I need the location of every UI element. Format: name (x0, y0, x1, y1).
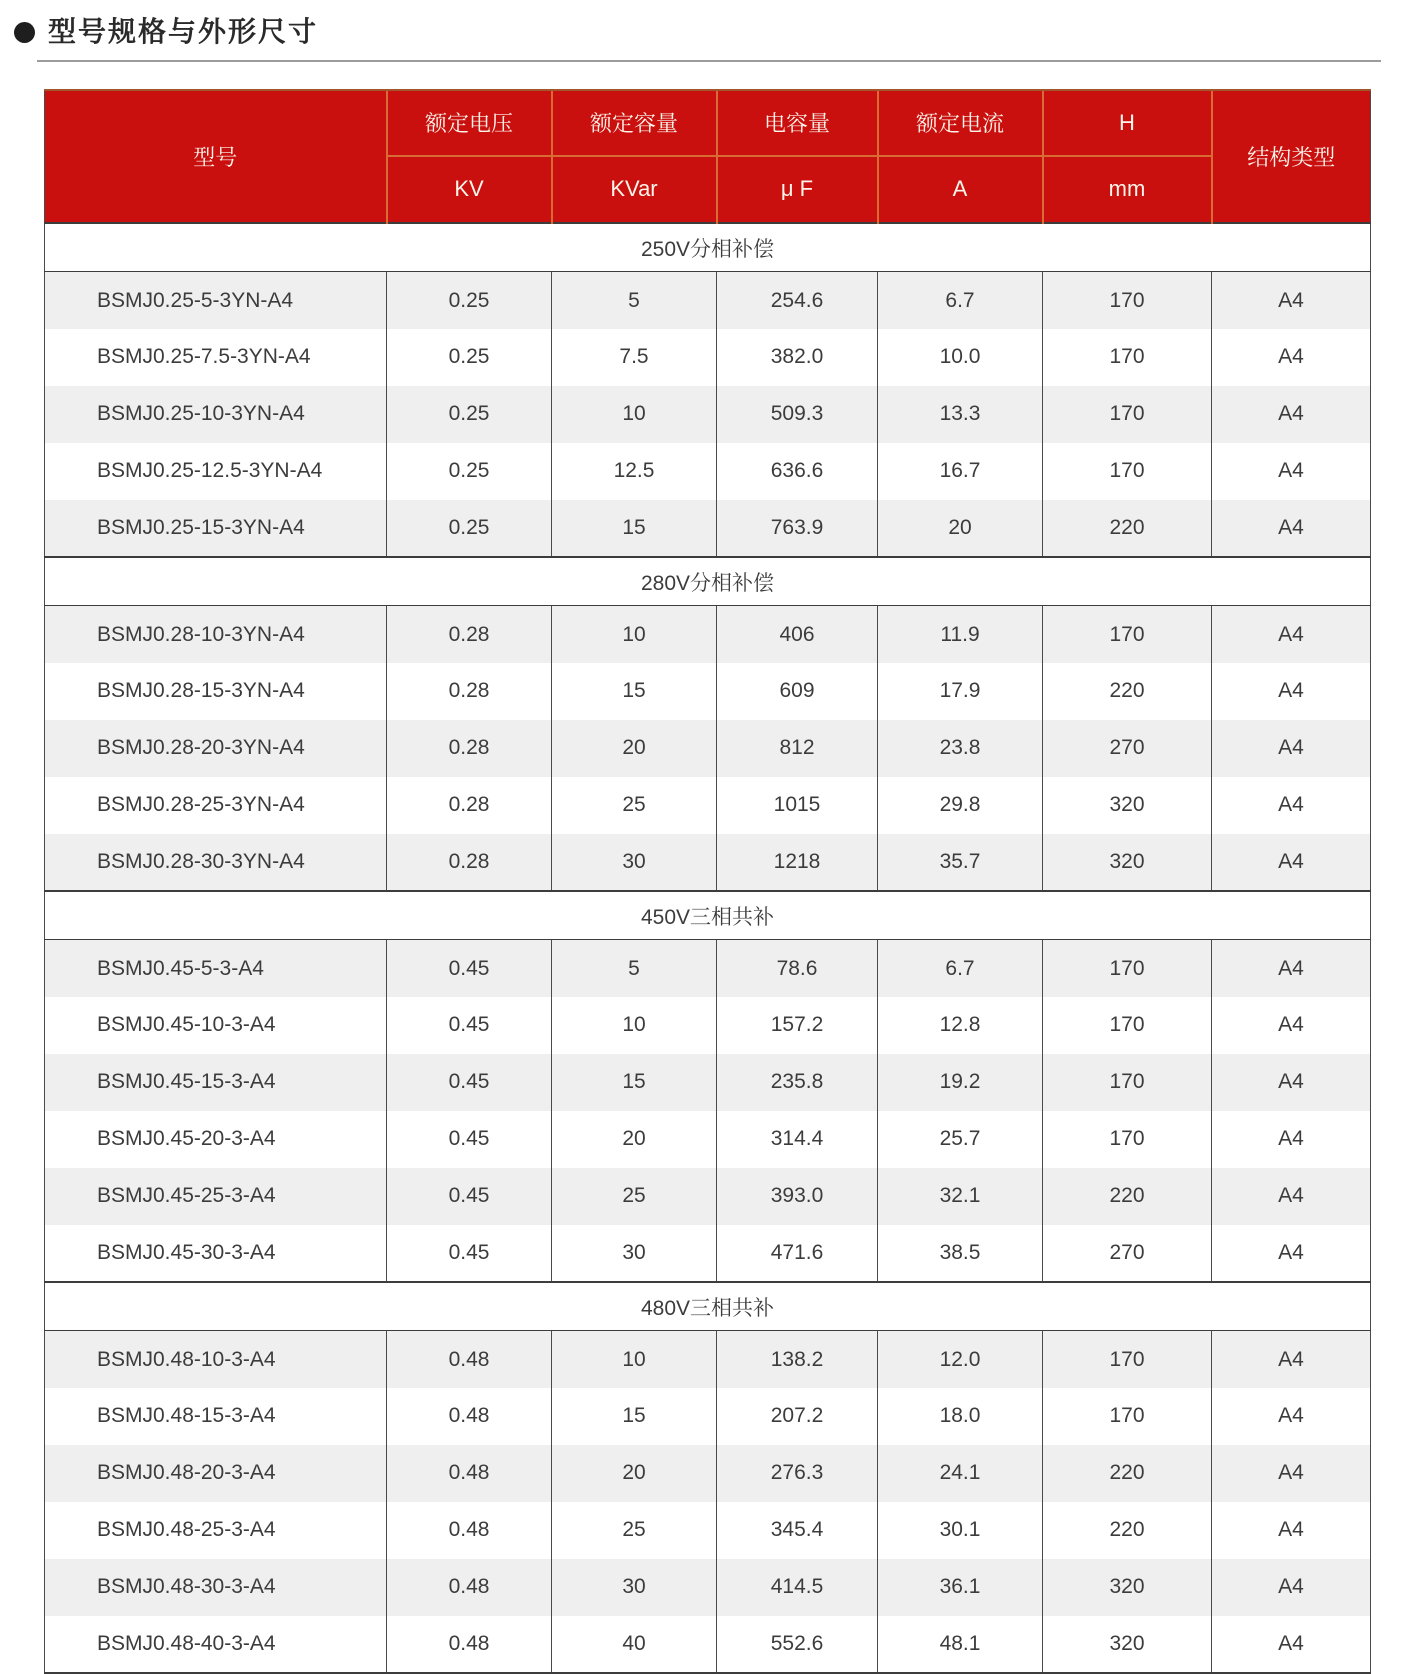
value-cell: 23.8 (878, 720, 1043, 777)
value-cell: 138.2 (717, 1331, 878, 1388)
table-row (45, 1616, 1371, 1673)
value-cell: 270 (1043, 720, 1212, 777)
value-cell: A4 (1212, 443, 1371, 500)
value-cell: 170 (1043, 997, 1212, 1054)
col-unit-a: A (878, 156, 1043, 223)
model-cell: BSMJ0.48-25-3-A4 (45, 1502, 387, 1559)
table-row (45, 386, 1371, 443)
value-cell: A4 (1212, 940, 1371, 997)
value-cell: 6.7 (878, 272, 1043, 329)
value-cell: 0.45 (387, 997, 552, 1054)
value-cell: 0.25 (387, 329, 552, 386)
value-cell: 30 (552, 1559, 717, 1616)
table-row (45, 834, 1371, 891)
col-unit-kv: KV (387, 156, 552, 223)
value-cell: 220 (1043, 663, 1212, 720)
value-cell: 345.4 (717, 1502, 878, 1559)
value-cell: 20 (552, 1445, 717, 1502)
value-cell: 10 (552, 1331, 717, 1388)
table-header (45, 90, 1371, 223)
value-cell: 1218 (717, 834, 878, 891)
value-cell: A4 (1212, 1616, 1371, 1673)
value-cell: 170 (1043, 1388, 1212, 1445)
value-cell: 15 (552, 1388, 717, 1445)
section-title: 250V分相补偿 (45, 223, 1371, 272)
value-cell: 35.7 (878, 834, 1043, 891)
value-cell: 38.5 (878, 1225, 1043, 1282)
table-row (45, 1388, 1371, 1445)
section-title: 280V分相补偿 (45, 557, 1371, 606)
model-cell: BSMJ0.28-20-3YN-A4 (45, 720, 387, 777)
value-cell: 78.6 (717, 940, 878, 997)
model-cell: BSMJ0.45-5-3-A4 (45, 940, 387, 997)
model-cell: BSMJ0.25-15-3YN-A4 (45, 500, 387, 557)
value-cell: 25.7 (878, 1111, 1043, 1168)
value-cell: A4 (1212, 386, 1371, 443)
model-cell: BSMJ0.48-40-3-A4 (45, 1616, 387, 1673)
value-cell: A4 (1212, 500, 1371, 557)
value-cell: 20 (552, 1111, 717, 1168)
value-cell: 170 (1043, 940, 1212, 997)
model-cell: BSMJ0.45-10-3-A4 (45, 997, 387, 1054)
value-cell: 10 (552, 386, 717, 443)
page-title-text: 型号规格与外形尺寸 (48, 16, 319, 47)
model-cell: BSMJ0.45-20-3-A4 (45, 1111, 387, 1168)
section-title: 450V三相共补 (45, 891, 1371, 940)
value-cell: 170 (1043, 443, 1212, 500)
value-cell: 220 (1043, 1168, 1212, 1225)
value-cell: 17.9 (878, 663, 1043, 720)
value-cell: A4 (1212, 997, 1371, 1054)
value-cell: 19.2 (878, 1054, 1043, 1111)
value-cell: 0.48 (387, 1502, 552, 1559)
value-cell: 382.0 (717, 329, 878, 386)
value-cell: A4 (1212, 1054, 1371, 1111)
value-cell: 393.0 (717, 1168, 878, 1225)
col-header-height: H (1043, 90, 1212, 156)
value-cell: 170 (1043, 606, 1212, 663)
value-cell: A4 (1212, 1168, 1371, 1225)
value-cell: 5 (552, 272, 717, 329)
col-header-model: 型号 (45, 90, 387, 223)
model-cell: BSMJ0.45-25-3-A4 (45, 1168, 387, 1225)
value-cell: 30 (552, 1225, 717, 1282)
value-cell: 320 (1043, 834, 1212, 891)
table-row (45, 777, 1371, 834)
value-cell: 0.28 (387, 663, 552, 720)
col-header-rated-capacity: 额定容量 (552, 90, 717, 156)
value-cell: 0.45 (387, 1111, 552, 1168)
value-cell: 0.48 (387, 1616, 552, 1673)
value-cell: A4 (1212, 1502, 1371, 1559)
value-cell: 552.6 (717, 1616, 878, 1673)
header-row-labels (45, 90, 1371, 156)
value-cell: 10.0 (878, 329, 1043, 386)
value-cell: 170 (1043, 329, 1212, 386)
value-cell: 0.28 (387, 720, 552, 777)
value-cell: 0.48 (387, 1445, 552, 1502)
value-cell: 0.45 (387, 940, 552, 997)
model-cell: BSMJ0.25-12.5-3YN-A4 (45, 443, 387, 500)
table-row (45, 940, 1371, 997)
value-cell: A4 (1212, 777, 1371, 834)
value-cell: 12.0 (878, 1331, 1043, 1388)
value-cell: 40 (552, 1616, 717, 1673)
value-cell: A4 (1212, 606, 1371, 663)
value-cell: 30.1 (878, 1502, 1043, 1559)
value-cell: 220 (1043, 1445, 1212, 1502)
table-body (45, 223, 1371, 1673)
value-cell: 30 (552, 834, 717, 891)
value-cell: 11.9 (878, 606, 1043, 663)
value-cell: 0.28 (387, 777, 552, 834)
value-cell: 270 (1043, 1225, 1212, 1282)
value-cell: A4 (1212, 1445, 1371, 1502)
value-cell: 15 (552, 500, 717, 557)
value-cell: 29.8 (878, 777, 1043, 834)
value-cell: 636.6 (717, 443, 878, 500)
value-cell: A4 (1212, 663, 1371, 720)
model-cell: BSMJ0.28-30-3YN-A4 (45, 834, 387, 891)
value-cell: A4 (1212, 720, 1371, 777)
value-cell: 406 (717, 606, 878, 663)
value-cell: 7.5 (552, 329, 717, 386)
col-unit-uf: μ F (717, 156, 878, 223)
value-cell: 320 (1043, 1616, 1212, 1673)
section-header-row (45, 223, 1371, 272)
model-cell: BSMJ0.28-15-3YN-A4 (45, 663, 387, 720)
table-row (45, 1054, 1371, 1111)
value-cell: 15 (552, 663, 717, 720)
value-cell: 170 (1043, 272, 1212, 329)
table-row (45, 329, 1371, 386)
value-cell: 36.1 (878, 1559, 1043, 1616)
section-header-row (45, 557, 1371, 606)
value-cell: 276.3 (717, 1445, 878, 1502)
table-row (45, 1559, 1371, 1616)
value-cell: 1015 (717, 777, 878, 834)
value-cell: 471.6 (717, 1225, 878, 1282)
page-title (0, 0, 1405, 48)
table-row (45, 1225, 1371, 1282)
model-cell: BSMJ0.25-5-3YN-A4 (45, 272, 387, 329)
col-header-rated-voltage: 额定电压 (387, 90, 552, 156)
value-cell: 24.1 (878, 1445, 1043, 1502)
value-cell: 0.25 (387, 500, 552, 557)
value-cell: 320 (1043, 1559, 1212, 1616)
value-cell: 220 (1043, 500, 1212, 557)
section-header-row (45, 1282, 1371, 1331)
value-cell: 15 (552, 1054, 717, 1111)
value-cell: 0.48 (387, 1331, 552, 1388)
value-cell: A4 (1212, 834, 1371, 891)
section-header-row (45, 891, 1371, 940)
value-cell: 48.1 (878, 1616, 1043, 1673)
value-cell: 32.1 (878, 1168, 1043, 1225)
model-cell: BSMJ0.48-20-3-A4 (45, 1445, 387, 1502)
model-cell: BSMJ0.48-10-3-A4 (45, 1331, 387, 1388)
table-row (45, 720, 1371, 777)
col-header-rated-current: 额定电流 (878, 90, 1043, 156)
value-cell: 314.4 (717, 1111, 878, 1168)
section-title: 480V三相共补 (45, 1282, 1371, 1331)
value-cell: 20 (552, 720, 717, 777)
value-cell: 220 (1043, 1502, 1212, 1559)
table-row (45, 1168, 1371, 1225)
value-cell: 12.5 (552, 443, 717, 500)
value-cell: 25 (552, 1502, 717, 1559)
value-cell: 170 (1043, 1111, 1212, 1168)
model-cell: BSMJ0.48-15-3-A4 (45, 1388, 387, 1445)
value-cell: 0.25 (387, 386, 552, 443)
table-row (45, 997, 1371, 1054)
value-cell: 16.7 (878, 443, 1043, 500)
value-cell: 0.28 (387, 834, 552, 891)
value-cell: 25 (552, 777, 717, 834)
table-row (45, 1331, 1371, 1388)
value-cell: 18.0 (878, 1388, 1043, 1445)
value-cell: 0.48 (387, 1388, 552, 1445)
model-cell: BSMJ0.45-15-3-A4 (45, 1054, 387, 1111)
table-row (45, 606, 1371, 663)
value-cell: 12.8 (878, 997, 1043, 1054)
model-cell: BSMJ0.48-30-3-A4 (45, 1559, 387, 1616)
value-cell: 0.45 (387, 1225, 552, 1282)
value-cell: 6.7 (878, 940, 1043, 997)
value-cell: 509.3 (717, 386, 878, 443)
col-unit-mm: mm (1043, 156, 1212, 223)
value-cell: 170 (1043, 1331, 1212, 1388)
table-row (45, 272, 1371, 329)
table-row (45, 663, 1371, 720)
table-row (45, 500, 1371, 557)
value-cell: 207.2 (717, 1388, 878, 1445)
model-cell: BSMJ0.25-7.5-3YN-A4 (45, 329, 387, 386)
value-cell: 320 (1043, 777, 1212, 834)
col-header-structure-type: 结构类型 (1212, 90, 1371, 223)
value-cell: 254.6 (717, 272, 878, 329)
model-cell: BSMJ0.25-10-3YN-A4 (45, 386, 387, 443)
model-cell: BSMJ0.28-25-3YN-A4 (45, 777, 387, 834)
model-cell: BSMJ0.45-30-3-A4 (45, 1225, 387, 1282)
value-cell: 10 (552, 997, 717, 1054)
value-cell: A4 (1212, 1225, 1371, 1282)
value-cell: A4 (1212, 329, 1371, 386)
table-row (45, 1111, 1371, 1168)
bullet-icon (14, 22, 35, 43)
col-header-capacitance: 电容量 (717, 90, 878, 156)
value-cell: 0.45 (387, 1054, 552, 1111)
table-row (45, 1502, 1371, 1559)
value-cell: 0.25 (387, 272, 552, 329)
spec-table (44, 89, 1371, 1674)
value-cell: 157.2 (717, 997, 878, 1054)
title-underline (37, 60, 1381, 62)
value-cell: 763.9 (717, 500, 878, 557)
value-cell: 0.25 (387, 443, 552, 500)
value-cell: 20 (878, 500, 1043, 557)
model-cell: BSMJ0.28-10-3YN-A4 (45, 606, 387, 663)
value-cell: 25 (552, 1168, 717, 1225)
value-cell: A4 (1212, 1559, 1371, 1616)
value-cell: 812 (717, 720, 878, 777)
table-row (45, 1445, 1371, 1502)
value-cell: 5 (552, 940, 717, 997)
value-cell: 0.28 (387, 606, 552, 663)
value-cell: 0.48 (387, 1559, 552, 1616)
value-cell: 10 (552, 606, 717, 663)
col-unit-kvar: KVar (552, 156, 717, 223)
value-cell: 170 (1043, 1054, 1212, 1111)
value-cell: 170 (1043, 386, 1212, 443)
value-cell: 414.5 (717, 1559, 878, 1616)
value-cell: A4 (1212, 272, 1371, 329)
value-cell: A4 (1212, 1111, 1371, 1168)
value-cell: A4 (1212, 1331, 1371, 1388)
table-row (45, 443, 1371, 500)
value-cell: 609 (717, 663, 878, 720)
value-cell: A4 (1212, 1388, 1371, 1445)
value-cell: 13.3 (878, 386, 1043, 443)
value-cell: 0.45 (387, 1168, 552, 1225)
value-cell: 235.8 (717, 1054, 878, 1111)
